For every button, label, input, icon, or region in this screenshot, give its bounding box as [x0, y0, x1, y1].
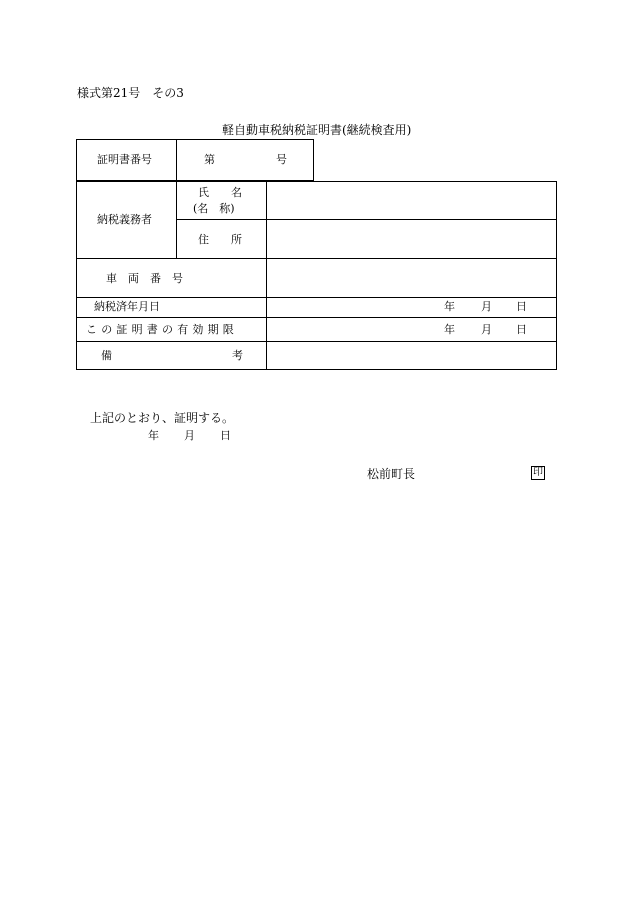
- cert-number-dai: 第: [204, 153, 215, 166]
- col-divider-value: [266, 181, 267, 370]
- seal-icon: 印: [533, 467, 543, 478]
- footer-day: 日: [220, 429, 231, 442]
- form-number: 様式第21号 その3: [77, 86, 184, 100]
- valid-until-label: この証明書の有効期限: [86, 323, 238, 336]
- name-label: 氏 名: [198, 186, 242, 199]
- col-divider-taxpayer: [176, 181, 177, 258]
- row-divider-name: [176, 219, 557, 220]
- address-label: 住 所: [198, 233, 242, 246]
- remarks-char-1: 備: [101, 349, 112, 362]
- valid-month: 月: [481, 323, 492, 336]
- paid-date-label: 納税済年月日: [94, 300, 160, 313]
- paid-month: 月: [481, 300, 492, 313]
- paid-day: 日: [516, 300, 527, 313]
- cert-number-label: 証明書番号: [97, 153, 152, 166]
- page-title: 軽自動車税納税証明書(継続検査用): [222, 123, 412, 137]
- row-divider-taxpayer: [76, 258, 557, 259]
- vehicle-number-label: 車 両 番 号: [106, 272, 183, 285]
- footer-month: 月: [184, 429, 195, 442]
- paid-year: 年: [444, 300, 455, 313]
- name-label-alt: (名 称): [193, 202, 235, 215]
- row-divider-paid: [76, 317, 557, 318]
- issuer-title: 松前町長: [367, 467, 416, 481]
- taxpayer-label: 納税義務者: [97, 213, 152, 226]
- row-divider-valid: [76, 341, 557, 342]
- cert-number-go: 号: [276, 153, 287, 166]
- valid-day: 日: [516, 323, 527, 336]
- valid-year: 年: [444, 323, 455, 336]
- footer-year: 年: [148, 429, 159, 442]
- cert-number-divider: [176, 139, 177, 181]
- remarks-char-2: 考: [232, 349, 243, 362]
- row-divider-vehicle: [76, 297, 557, 298]
- certification-statement: 上記のとおり、証明する。: [90, 411, 235, 425]
